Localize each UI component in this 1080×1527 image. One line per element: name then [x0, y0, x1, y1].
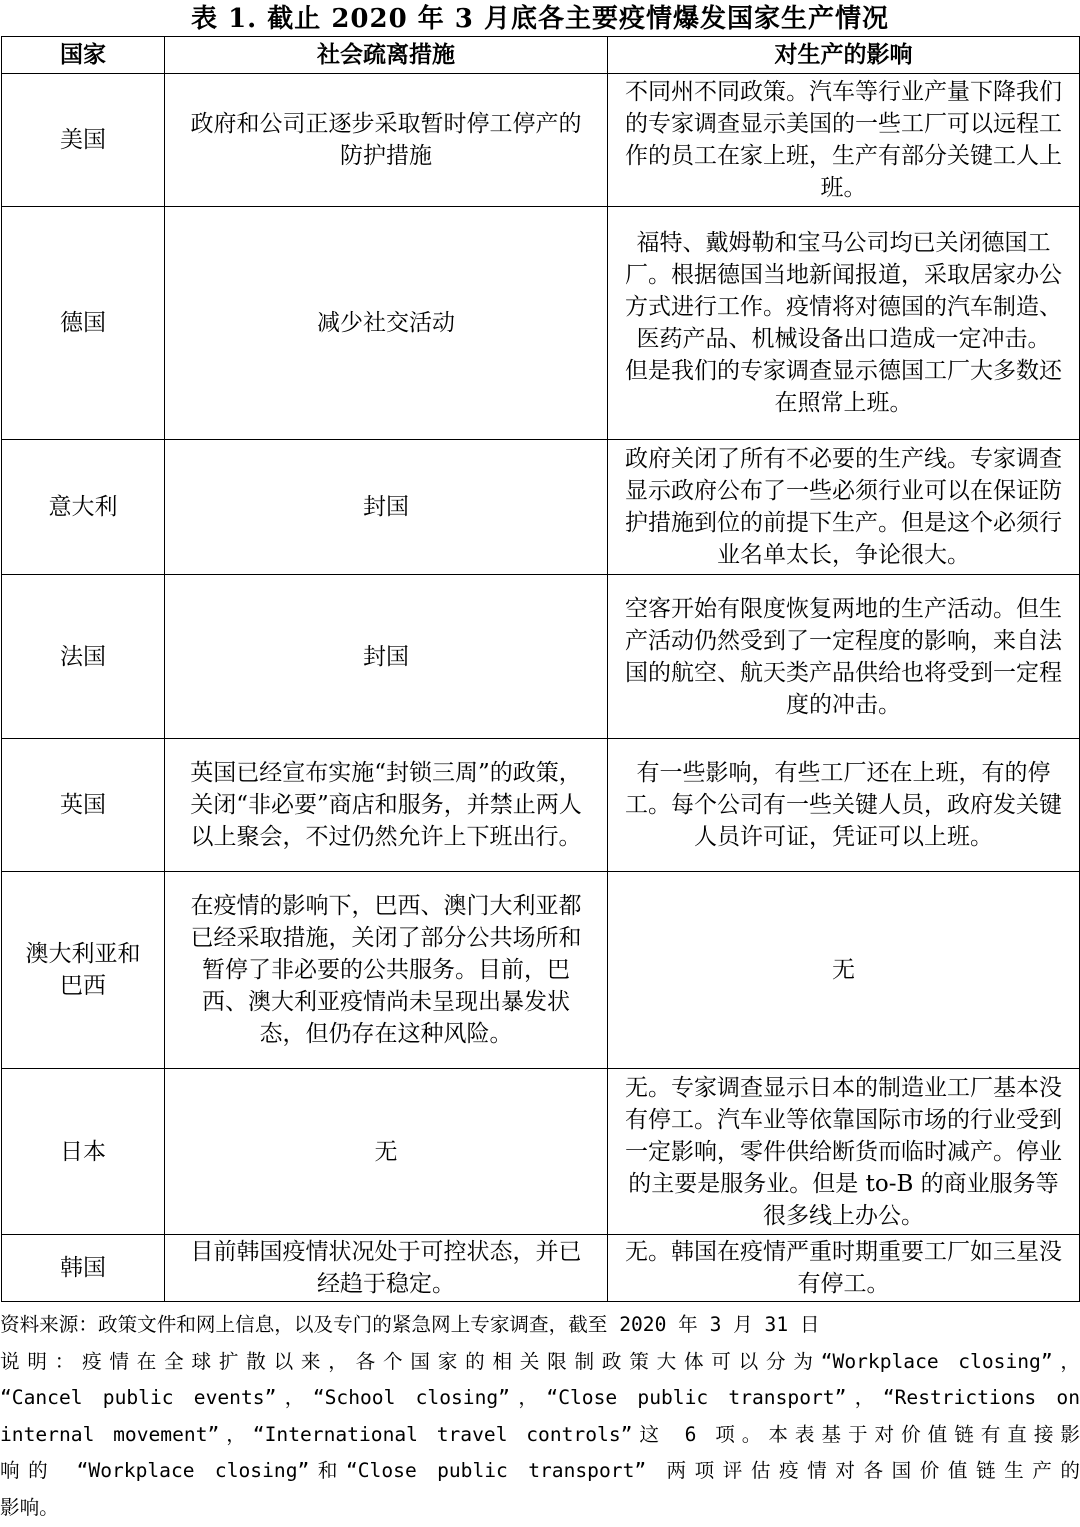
table-row [2, 74, 1080, 207]
impact-text: 但是我们的专家调查显示德国工厂大多数还在照常上班。 [625, 358, 1062, 416]
impact-text: 政府关闭了所有不必要的生产线。专家调查显示政府公布了一些必须行业可以在保证防护措施到位的前提下生产。但是这个必须行业名单太长，争论很大。 [625, 446, 1062, 568]
table-row [2, 207, 1080, 440]
row-impact [608, 1235, 1080, 1302]
impact-text: 无。专家调查显示日本的制造业工厂基本没有停工。汽车业等依靠国际市场的行业受到一定影响，零件供给断货而临时减产。停业的主要是服务业。但是 to-B 的商业服务等很多线上办公。 [625, 1074, 1062, 1229]
impact-text: 无。韩国在疫情严重时期重要工厂如三星没有停工。 [625, 1239, 1062, 1297]
row-measure: 无 [165, 1069, 608, 1235]
row-impact [608, 575, 1080, 739]
table-row [2, 1235, 1080, 1302]
header-country: 国家 [2, 37, 165, 74]
table-row [2, 440, 1080, 575]
source-note: 资料来源：政策文件和网上信息，以及专门的紧急网上专家调查，截至 2020 年 3 月 31 日 [0, 1313, 820, 1336]
impact-text: 空客开始有限度恢复两地的生产活动。但生产活动仍然受到了一定程度的影响，来自法国的航空、航天类产品供给也将受到一定程度的冲击。 [625, 595, 1062, 718]
impact-text: 无 [832, 957, 855, 983]
row-impact [608, 207, 1080, 440]
row-impact [608, 74, 1080, 207]
production-table [1, 36, 1080, 1302]
row-country: 韩国 [2, 1235, 165, 1302]
row-measure: 政府和公司正逐步采取暂时停工停产的防护措施 [165, 74, 608, 207]
table-title: 表 1. 截止 2020 年 3 月底各主要疫情爆发国家生产情况 [191, 4, 889, 34]
table-row [2, 1069, 1080, 1235]
row-country: 澳大利亚和巴西 [2, 872, 165, 1069]
header-measure: 社会疏离措施 [165, 37, 608, 74]
table-row [2, 575, 1080, 739]
row-measure: 目前韩国疫情状况处于可控状态，并已经趋于稳定。 [165, 1235, 608, 1302]
row-impact [608, 872, 1080, 1069]
explanation-line: “Cancel public events”，“School closing”，“Close public transport”，“Restrictions on [0, 1386, 1080, 1409]
row-measure: 英国已经宣布实施“封锁三周”的政策，关闭“非必要”商店和服务，并禁止两人以上聚会，不过仍然允许上下班出行。 [165, 739, 608, 872]
row-measure: 封国 [165, 575, 608, 739]
row-measure: 减少社交活动 [165, 207, 608, 440]
row-measure: 在疫情的影响下，巴西、澳门大利亚都已经采取措施，关闭了部分公共场所和暂停了非必要的公共服务。目前，巴西、澳大利亚疫情尚未呈现出暴发状态，但仍存在这种风险。 [165, 872, 608, 1069]
table-header-row [2, 37, 1080, 74]
explanation-line: internal movement”，“International travel controls”这 6 项。本表基于对价值链有直接影 [0, 1422, 1080, 1446]
explanation-line: 说明：疫情在全球扩散以来，各个国家的相关限制政策大体可以分为“Workplace closing”， [0, 1349, 1080, 1373]
impact-text: 不同州不同政策。汽车等行业产量下降我们的专家调查显示美国的一些工厂可以远程工作的员工在家上班，生产有部分关键工人上班。 [625, 79, 1062, 201]
row-country: 日本 [2, 1069, 165, 1235]
explanation-line: 影响。 [0, 1495, 59, 1519]
row-country: 意大利 [2, 440, 165, 575]
row-impact [608, 1069, 1080, 1235]
table-footnotes [0, 1307, 1080, 1526]
row-impact [608, 440, 1080, 575]
header-impact: 对生产的影响 [608, 37, 1080, 74]
impact-text: 有一些影响，有些工厂还在上班，有的停工。每个公司有一些关键人员，政府发关键人员许可证，凭证可以上班。 [625, 760, 1062, 850]
row-measure: 封国 [165, 440, 608, 575]
row-impact [608, 739, 1080, 872]
explanation-line: 响的 “Workplace closing”和“Close public transport” 两项评估疫情对各国价值链生产的 [0, 1459, 1080, 1482]
row-country: 德国 [2, 207, 165, 440]
impact-text: 福特、戴姆勒和宝马公司均已关闭德国工厂。根据德国当地新闻报道，采取居家办公方式进行工作。疫情将对德国的汽车制造、医药产品、机械设备出口造成一定冲击。 [625, 230, 1062, 352]
row-country: 法国 [2, 575, 165, 739]
table-row [2, 739, 1080, 872]
table-row [2, 872, 1080, 1069]
row-country: 英国 [2, 739, 165, 872]
row-country: 美国 [2, 74, 165, 207]
